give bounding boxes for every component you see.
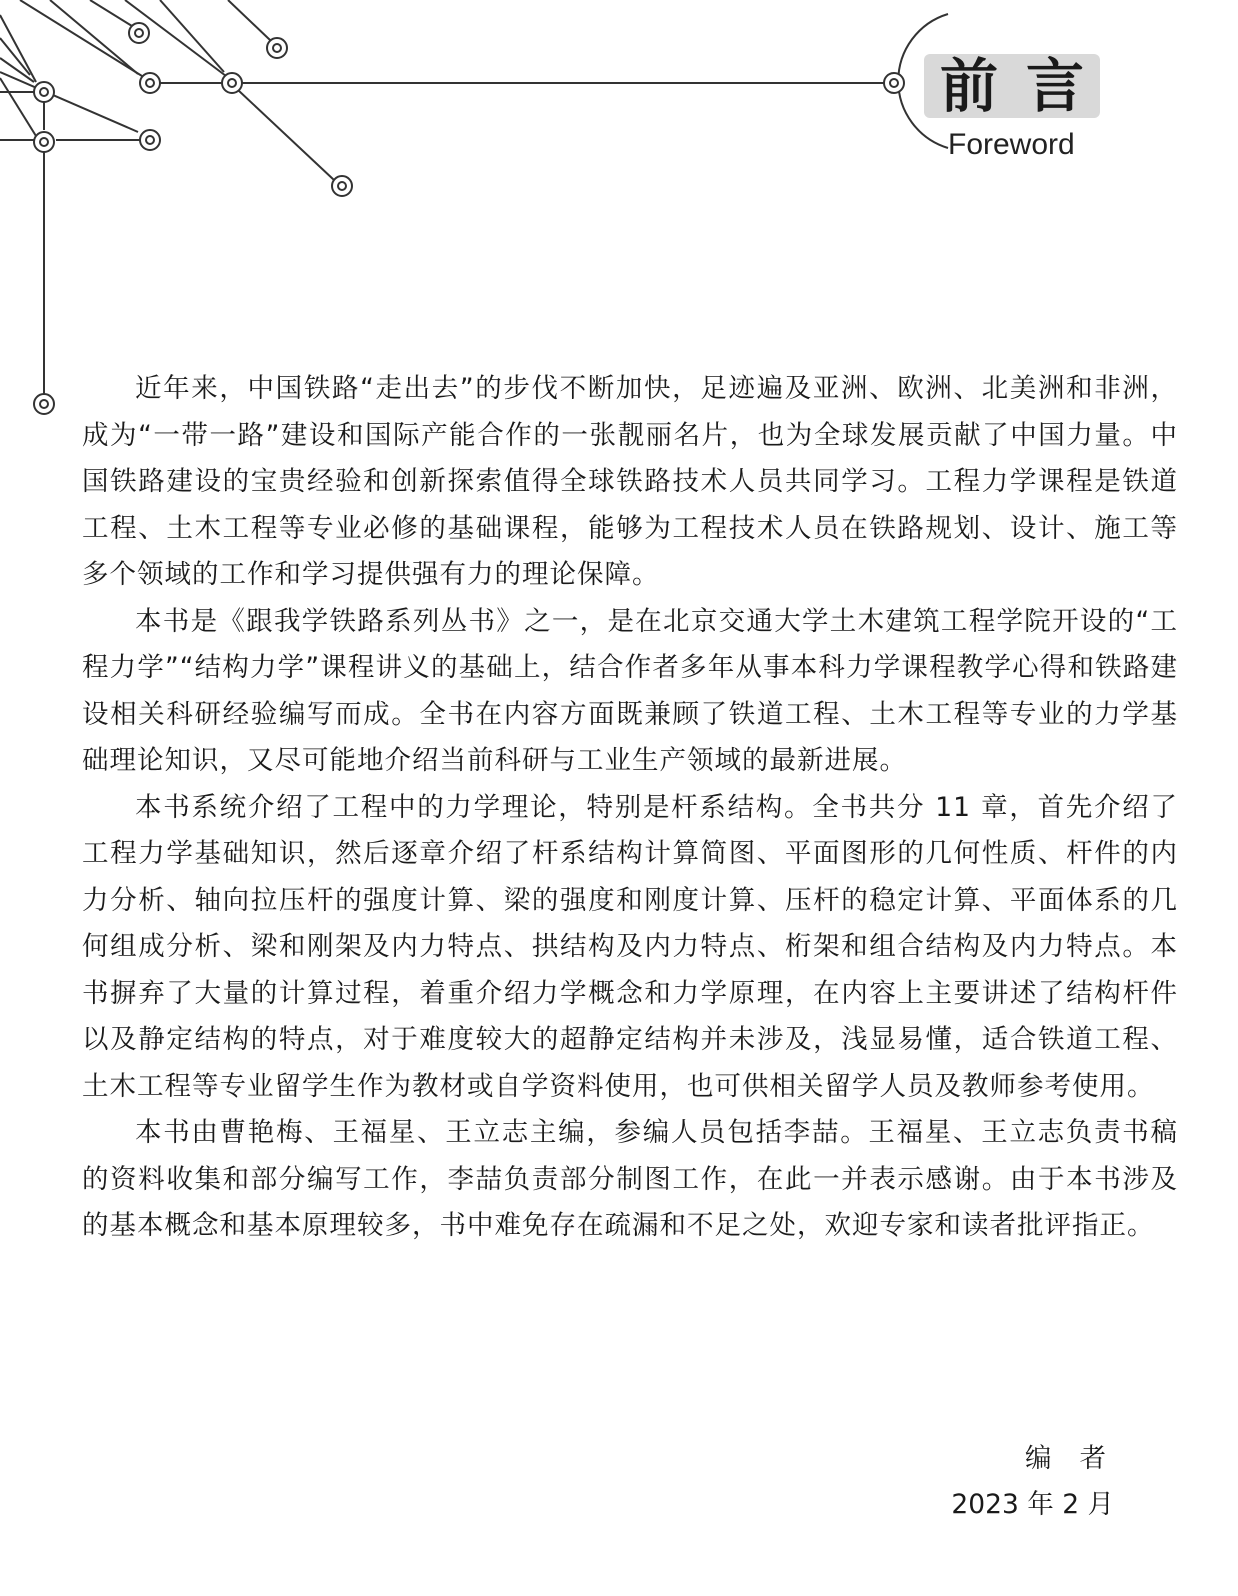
paragraph: 本书系统介绍了工程中的力学理论，特别是杆系结构。全书共分 11 章，首先介绍了工程力学基础知识，然后逐章介绍了杆系结构计算简图、平面图形的几何性质、杆件的内力分析、轴向拉压杆的强度计算、梁的强度和刚度计算、压杆的稳定计算、平面体系的几何组成分析、梁和刚架及内力特点、拱结构及内力特点、桁架和组合结构及内力特点。本书摒弃了大量的计算过程，着重介绍力学概念和力学原理，在内容上主要讲述了结构杆件以及静定结构的特点，对于难度较大的超静定结构并未涉及，浅显易懂，适合铁道工程、土木工程等专业留学生作为教材或自学资料使用，也可供相关留学人员及教师参考使用。 [82, 791, 1178, 1102]
signature-author: 编者 [1025, 1443, 1134, 1474]
signature-date: 2023 年 2 月 [951, 1489, 1114, 1520]
title-badge [924, 52, 1112, 120]
paragraph: 近年来，中国铁路“走出去”的步伐不断加快，足迹遍及亚洲、欧洲、北美洲和非洲，成为“一带一路”建设和国际产能合作的一张靓丽名片，也为全球发展贡献了中国力量。中国铁路建设的宝贵经验和创新探索值得全球铁路技术人员共同学习。工程力学课程是铁道工程、土木工程等专业必修的基础课程，能够为工程技术人员在铁路规划、设计、施工等多个领域的工作和学习提供强有力的理论保障。 [82, 373, 1178, 590]
paragraph: 本书由曹艳梅、王福星、王立志主编，参编人员包括李喆。王福星、王立志负责书稿的资料收集和部分编写工作，李喆负责部分制图工作，在此一并表示感谢。由于本书涉及的基本概念和基本原理较多，书中难免存在疏漏和不足之处，欢迎专家和读者批评指正。 [82, 1117, 1178, 1241]
paragraph: 本书是《跟我学铁路系列丛书》之一，是在北京交通大学土木建筑工程学院开设的“工程力学”“结构力学”课程讲义的基础上，结合作者多年从事本科力学课程教学心得和铁路建设相关科研经验编写而成。全书在内容方面既兼顾了铁道工程、土木工程等专业的力学基础理论知识，又尽可能地介绍当前科研与工业生产领域的最新进展。 [82, 605, 1178, 776]
signature-block [951, 1436, 1134, 1528]
page-subtitle: Foreword [948, 128, 1075, 161]
foreword-body [82, 366, 1178, 1250]
page-title: 前言 [939, 52, 1112, 120]
